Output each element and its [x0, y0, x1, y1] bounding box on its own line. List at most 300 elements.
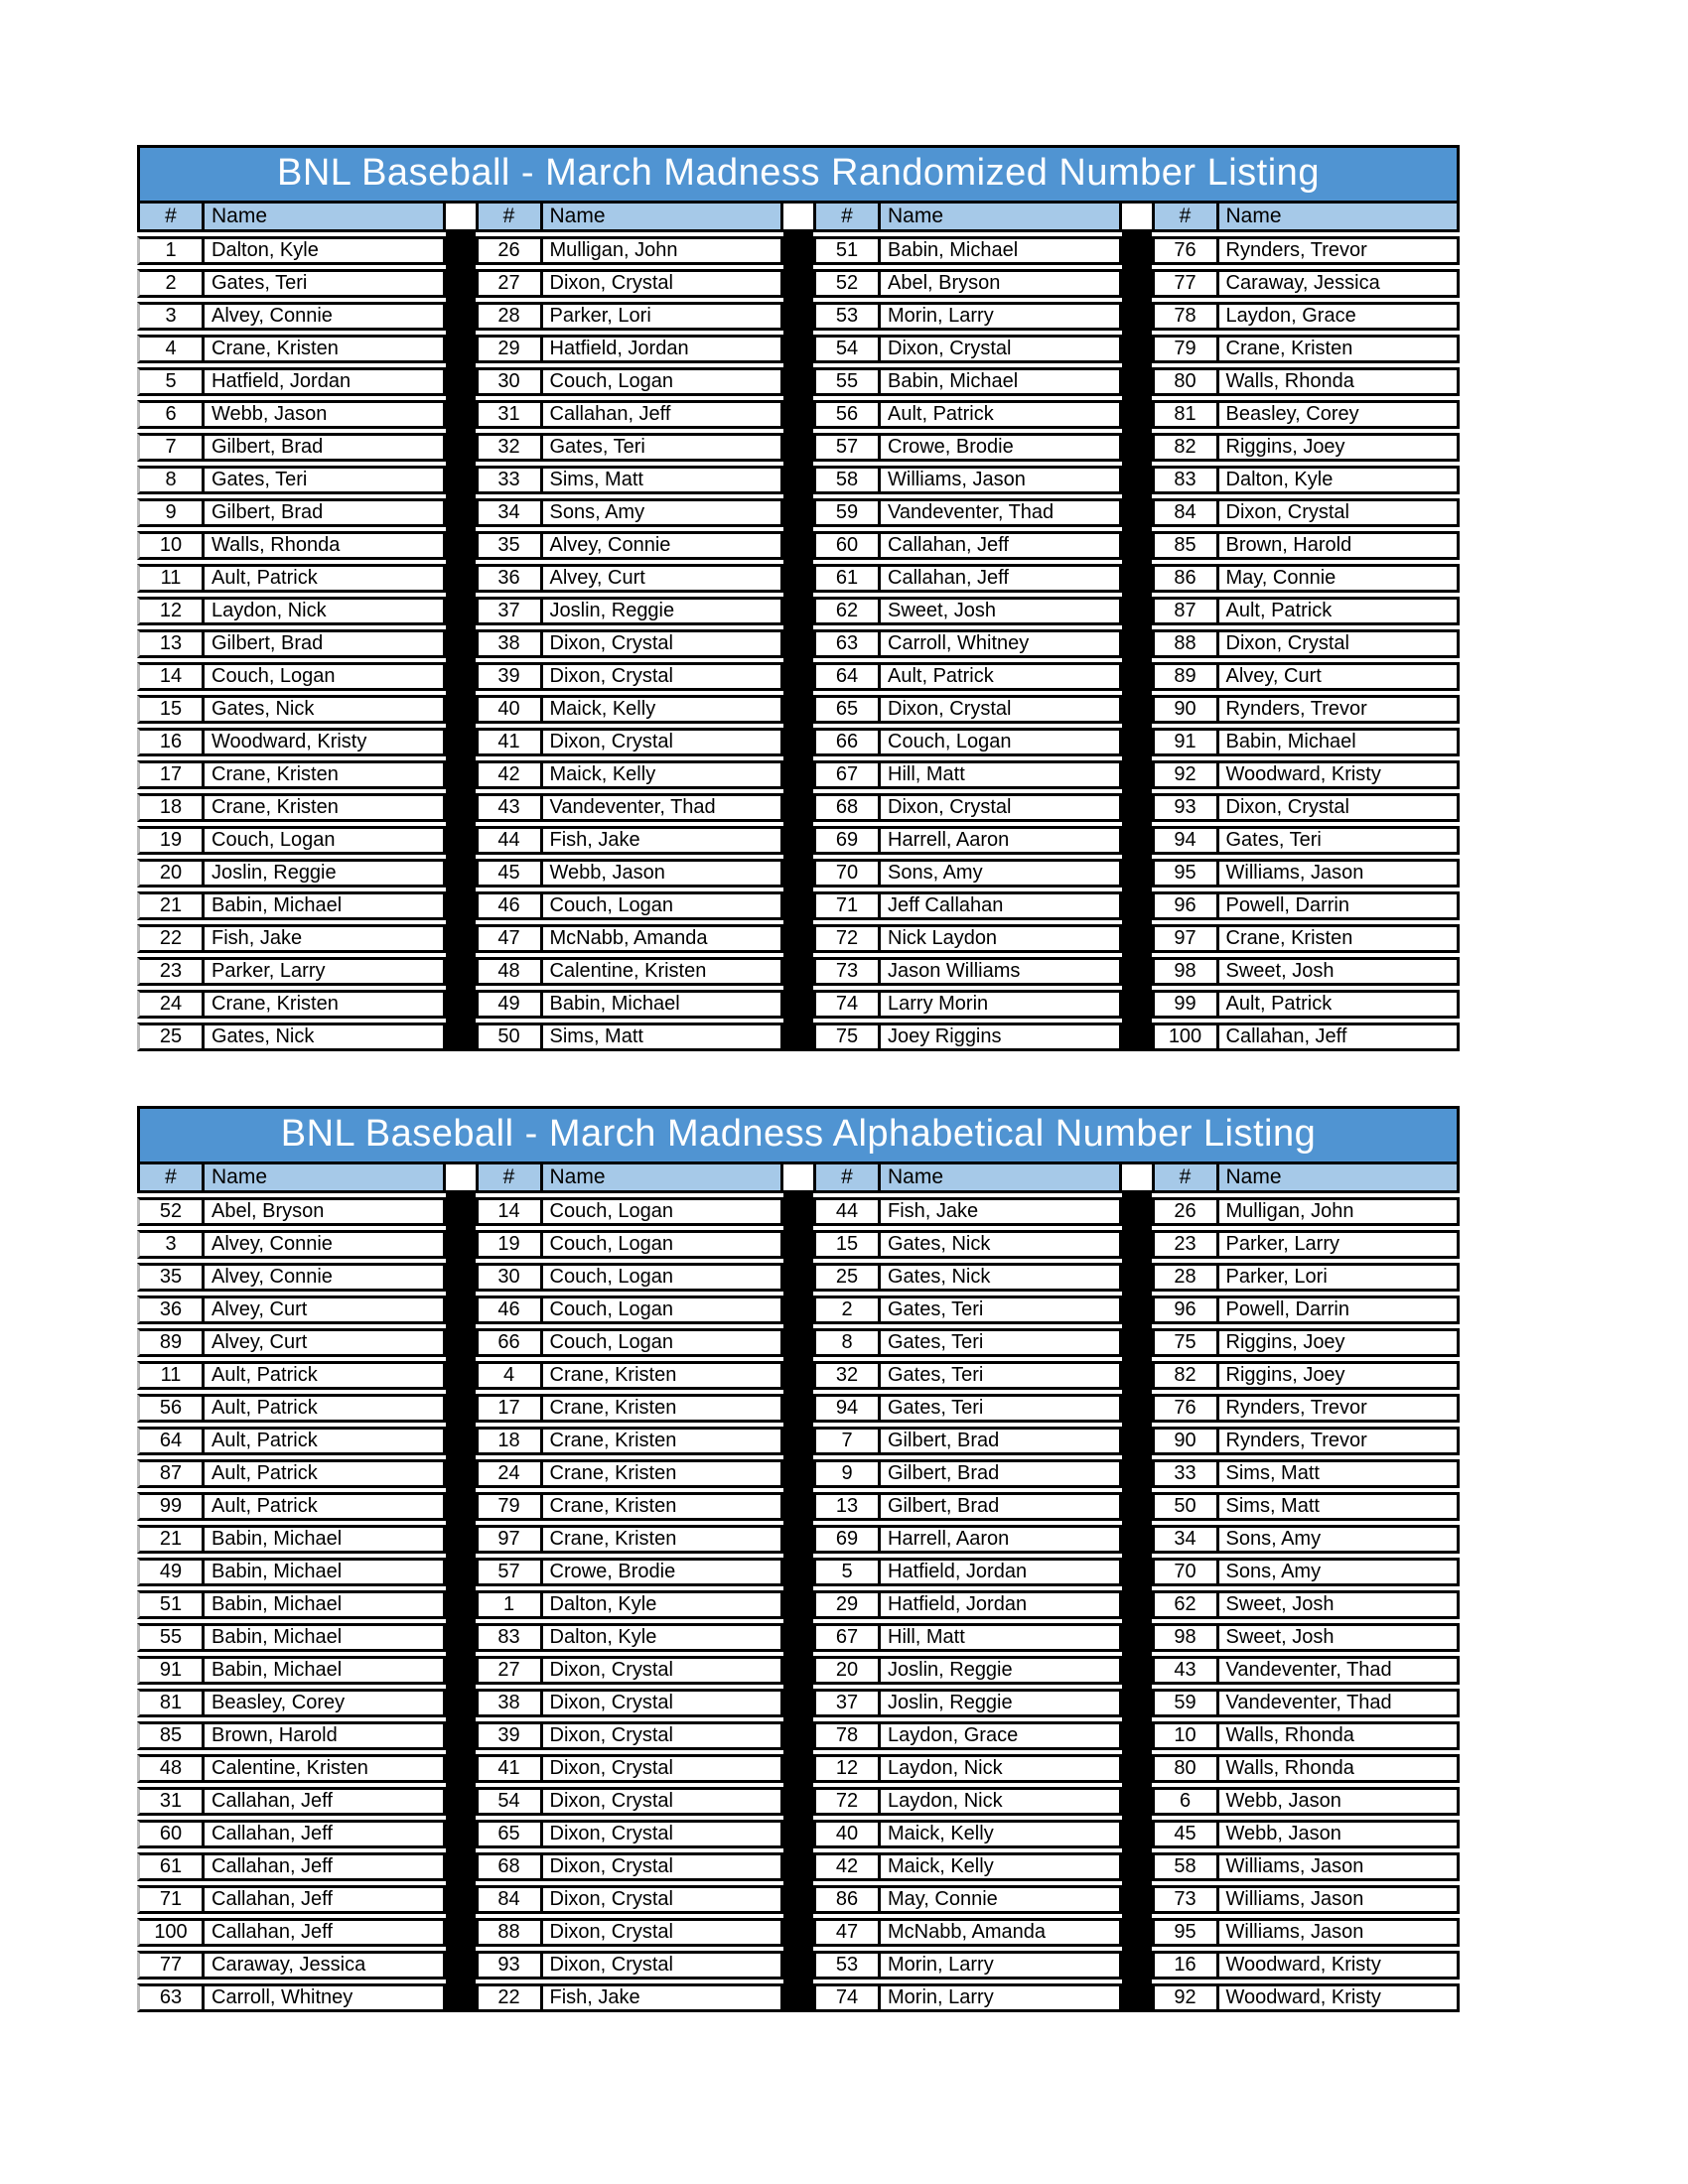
player-name: Parker, Larry	[1225, 1233, 1339, 1255]
player-number: 65	[479, 1823, 543, 1845]
player-name: Dixon, Crystal	[549, 731, 673, 752]
name-column-header: Name	[1225, 205, 1282, 227]
player-name: Alvey, Connie	[211, 305, 333, 327]
player-name: Babin, Michael	[211, 1659, 343, 1681]
player-number: 89	[140, 1331, 205, 1354]
player-number: 64	[816, 665, 881, 688]
player-number: 27	[479, 1659, 543, 1682]
table-alphabetical-listing	[137, 1106, 1460, 2012]
player-name: Sons, Amy	[1225, 1528, 1322, 1550]
player-number: 22	[479, 1986, 543, 2009]
player-number: 63	[816, 632, 881, 655]
roster-row	[813, 1197, 1122, 1226]
name-column-header: Name	[549, 205, 606, 227]
player-name: Babin, Michael	[549, 993, 680, 1015]
player-number: 30	[479, 1266, 543, 1289]
player-number: 44	[479, 829, 543, 852]
player-number: 32	[479, 436, 543, 459]
player-name: Couch, Logan	[549, 370, 674, 392]
number-column-header: #	[479, 204, 543, 229]
player-name: Crane, Kristen	[549, 1495, 677, 1517]
roster-row	[1152, 597, 1461, 625]
player-number: 68	[816, 796, 881, 819]
roster-row	[476, 924, 784, 953]
player-number: 25	[140, 1025, 205, 1048]
player-number: 91	[1155, 731, 1219, 753]
player-name: Caraway, Jessica	[211, 1954, 366, 1976]
roster-row	[813, 891, 1122, 920]
player-name: Crane, Kristen	[1225, 927, 1353, 949]
player-name: Gates, Nick	[888, 1233, 991, 1255]
roster-row	[1152, 826, 1461, 855]
roster-column	[137, 232, 446, 1051]
player-name: Webb, Jason	[549, 862, 665, 884]
roster-row	[1152, 466, 1461, 494]
player-name: Maick, Kelly	[549, 763, 656, 785]
player-number: 85	[140, 1724, 205, 1747]
player-number: 87	[140, 1462, 205, 1485]
player-number: 74	[816, 1986, 881, 2009]
roster-row	[1152, 891, 1461, 920]
player-number: 51	[816, 239, 881, 262]
roster-row	[476, 367, 784, 396]
column-group-header	[137, 201, 446, 232]
player-name: Crowe, Brodie	[888, 436, 1014, 458]
roster-row	[1152, 367, 1461, 396]
player-number: 75	[816, 1025, 881, 1048]
player-name: Dixon, Crystal	[549, 1823, 673, 1844]
player-number: 3	[140, 1233, 205, 1256]
player-name: Abel, Bryson	[888, 272, 1001, 294]
roster-row	[1152, 1394, 1461, 1423]
player-number: 96	[1155, 1298, 1219, 1321]
player-name: Gates, Teri	[1225, 829, 1322, 851]
player-name: Mulligan, John	[549, 239, 678, 261]
table-randomized-listing	[137, 145, 1460, 1051]
player-name: Dalton, Kyle	[1225, 469, 1334, 490]
player-number: 16	[1155, 1954, 1219, 1977]
player-number: 98	[1155, 1626, 1219, 1649]
player-number: 66	[816, 731, 881, 753]
player-name: Gates, Nick	[211, 1025, 315, 1047]
player-name: Sons, Amy	[549, 501, 645, 523]
player-number: 79	[1155, 338, 1219, 360]
roster-row	[1152, 1296, 1461, 1324]
player-name: Alvey, Connie	[211, 1233, 333, 1255]
player-number: 64	[140, 1430, 205, 1452]
player-name: Brown, Harold	[1225, 534, 1352, 556]
player-name: Laydon, Nick	[211, 600, 327, 621]
player-name: Alvey, Curt	[211, 1298, 308, 1320]
player-number: 33	[1155, 1462, 1219, 1485]
roster-row	[476, 695, 784, 724]
roster-row	[137, 564, 446, 593]
player-number: 63	[140, 1986, 205, 2009]
roster-row	[813, 433, 1122, 462]
roster-row	[476, 597, 784, 625]
player-number: 17	[479, 1397, 543, 1420]
roster-row	[1152, 728, 1461, 756]
table-body	[137, 232, 1460, 1051]
player-number: 68	[479, 1855, 543, 1878]
player-number: 85	[1155, 534, 1219, 557]
player-number: 11	[140, 567, 205, 590]
player-number: 33	[479, 469, 543, 491]
roster-row	[476, 1427, 784, 1455]
player-number: 18	[140, 796, 205, 819]
player-number: 45	[479, 862, 543, 885]
roster-row	[1152, 1852, 1461, 1881]
player-name: Dixon, Crystal	[1225, 501, 1349, 523]
player-number: 83	[479, 1626, 543, 1649]
player-name: Alvey, Curt	[549, 567, 645, 589]
roster-row	[476, 1787, 784, 1816]
roster-row	[476, 891, 784, 920]
roster-row	[476, 433, 784, 462]
roster-row	[813, 531, 1122, 560]
player-name: Webb, Jason	[211, 403, 328, 425]
player-number: 26	[479, 239, 543, 262]
player-name: Babin, Michael	[888, 239, 1019, 261]
player-name: Jason Williams	[888, 960, 1021, 982]
player-name: Callahan, Jeff	[888, 534, 1009, 556]
player-name: Caraway, Jessica	[1225, 272, 1380, 294]
player-number: 36	[479, 567, 543, 590]
player-number: 76	[1155, 1397, 1219, 1420]
roster-row	[813, 1689, 1122, 1717]
roster-row	[137, 1951, 446, 1979]
header-separator-cell	[783, 201, 813, 232]
player-number: 61	[816, 567, 881, 590]
roster-row	[476, 1983, 784, 2012]
roster-row	[1152, 1721, 1461, 1750]
roster-row	[137, 1023, 446, 1051]
roster-row	[137, 1558, 446, 1586]
player-name: Babin, Michael	[211, 1626, 343, 1648]
player-number: 15	[816, 1233, 881, 1256]
player-name: Dixon, Crystal	[549, 1954, 673, 1976]
roster-row	[1152, 269, 1461, 298]
player-number: 83	[1155, 469, 1219, 491]
roster-row	[813, 1918, 1122, 1947]
player-number: 23	[1155, 1233, 1219, 1256]
player-number: 58	[1155, 1855, 1219, 1878]
roster-row	[137, 433, 446, 462]
roster-row	[476, 1590, 784, 1619]
player-name: Laydon, Nick	[888, 1757, 1003, 1779]
player-number: 10	[1155, 1724, 1219, 1747]
roster-row	[1152, 662, 1461, 691]
roster-row	[476, 662, 784, 691]
roster-row	[813, 859, 1122, 887]
player-name: Callahan, Jeff	[211, 1823, 333, 1844]
player-number: 47	[479, 927, 543, 950]
player-name: Babin, Michael	[211, 894, 343, 916]
player-name: Couch, Logan	[549, 894, 674, 916]
roster-row	[476, 1721, 784, 1750]
player-number: 65	[816, 698, 881, 721]
player-name: Fish, Jake	[549, 829, 640, 851]
roster-row	[137, 859, 446, 887]
roster-row	[476, 1951, 784, 1979]
column-separator	[446, 232, 476, 1051]
player-number: 67	[816, 763, 881, 786]
player-name: Gilbert, Brad	[888, 1430, 1000, 1451]
player-number: 41	[479, 731, 543, 753]
player-name: Hatfield, Jordan	[888, 1593, 1028, 1615]
column-separator	[1122, 232, 1152, 1051]
player-number: 51	[140, 1593, 205, 1616]
roster-row	[476, 302, 784, 331]
player-number: 24	[479, 1462, 543, 1485]
roster-row	[813, 498, 1122, 527]
table-header-row	[137, 1161, 1460, 1193]
roster-row	[137, 498, 446, 527]
player-number: 45	[1155, 1823, 1219, 1845]
player-number: 72	[816, 927, 881, 950]
player-number: 22	[140, 927, 205, 950]
roster-row	[813, 1951, 1122, 1979]
player-number: 39	[479, 1724, 543, 1747]
roster-row	[1152, 1787, 1461, 1816]
player-name: Dixon, Crystal	[549, 1888, 673, 1910]
player-name: Couch, Logan	[549, 1266, 674, 1288]
player-name: Woodward, Kristy	[1225, 1986, 1381, 2008]
player-number: 9	[816, 1462, 881, 1485]
roster-row	[813, 1296, 1122, 1324]
player-number: 49	[140, 1561, 205, 1583]
player-number: 2	[140, 272, 205, 295]
roster-row	[813, 1656, 1122, 1685]
roster-row	[813, 1427, 1122, 1455]
player-number: 37	[816, 1692, 881, 1714]
player-name: Dixon, Crystal	[549, 1855, 673, 1877]
number-column-header: #	[140, 1164, 205, 1190]
player-number: 21	[140, 894, 205, 917]
player-number: 57	[816, 436, 881, 459]
roster-row	[813, 1590, 1122, 1619]
player-number: 53	[816, 305, 881, 328]
player-number: 20	[816, 1659, 881, 1682]
player-number: 55	[816, 370, 881, 393]
player-number: 76	[1155, 239, 1219, 262]
player-name: Sweet, Josh	[888, 600, 996, 621]
player-number: 1	[140, 239, 205, 262]
player-name: Couch, Logan	[549, 1298, 674, 1320]
roster-row	[1152, 1427, 1461, 1455]
player-number: 88	[479, 1921, 543, 1944]
player-name: McNabb, Amanda	[888, 1921, 1046, 1943]
player-name: Crane, Kristen	[211, 763, 339, 785]
player-name: Ault, Patrick	[211, 1430, 318, 1451]
player-name: Maick, Kelly	[549, 698, 656, 720]
player-number: 87	[1155, 600, 1219, 622]
roster-row	[1152, 1951, 1461, 1979]
player-name: Walls, Rhonda	[1225, 370, 1354, 392]
roster-row	[813, 466, 1122, 494]
player-number: 93	[479, 1954, 543, 1977]
roster-row	[137, 662, 446, 691]
player-name: Walls, Rhonda	[211, 534, 341, 556]
roster-row	[476, 1918, 784, 1947]
player-name: Callahan, Jeff	[888, 567, 1009, 589]
player-number: 16	[140, 731, 205, 753]
player-name: Hill, Matt	[888, 763, 965, 785]
player-name: Williams, Jason	[1225, 1921, 1364, 1943]
roster-row	[813, 695, 1122, 724]
player-name: Babin, Michael	[211, 1593, 343, 1615]
player-number: 89	[1155, 665, 1219, 688]
player-name: Joey Riggins	[888, 1025, 1002, 1047]
roster-row	[137, 302, 446, 331]
roster-row	[476, 1361, 784, 1390]
player-name: Crane, Kristen	[549, 1462, 677, 1484]
roster-row	[1152, 1263, 1461, 1292]
roster-row	[137, 760, 446, 789]
player-name: Callahan, Jeff	[211, 1921, 333, 1943]
player-number: 34	[479, 501, 543, 524]
name-column-header: Name	[888, 205, 944, 227]
player-name: Vandeventer, Thad	[1225, 1659, 1392, 1681]
roster-row	[813, 1525, 1122, 1554]
roster-row	[137, 1656, 446, 1685]
player-number: 40	[479, 698, 543, 721]
player-name: Ault, Patrick	[211, 567, 318, 589]
player-number: 50	[479, 1025, 543, 1048]
roster-row	[137, 1492, 446, 1521]
roster-row	[1152, 859, 1461, 887]
player-number: 12	[816, 1757, 881, 1780]
player-name: Laydon, Grace	[1225, 305, 1356, 327]
player-name: Alvey, Curt	[211, 1331, 308, 1353]
column-group-header	[1152, 1161, 1461, 1193]
player-number: 66	[479, 1331, 543, 1354]
player-name: Dixon, Crystal	[888, 796, 1012, 818]
roster-row	[1152, 1656, 1461, 1685]
roster-row	[476, 236, 784, 265]
roster-row	[137, 466, 446, 494]
roster-row	[1152, 1558, 1461, 1586]
player-name: Crane, Kristen	[549, 1397, 677, 1419]
table-title: BNL Baseball - March Madness Alphabetical Number Listing	[137, 1106, 1460, 1161]
player-name: Crane, Kristen	[549, 1364, 677, 1386]
player-number: 79	[479, 1495, 543, 1518]
player-name: Alvey, Connie	[549, 534, 671, 556]
player-name: Harrell, Aaron	[888, 1528, 1010, 1550]
roster-row	[137, 597, 446, 625]
roster-row	[476, 1689, 784, 1717]
player-name: Morin, Larry	[888, 305, 994, 327]
roster-column	[813, 232, 1122, 1051]
column-group-header	[137, 1161, 446, 1193]
player-number: 38	[479, 1692, 543, 1714]
player-name: Dixon, Crystal	[1225, 796, 1349, 818]
roster-row	[1152, 564, 1461, 593]
roster-row	[1152, 1197, 1461, 1226]
player-number: 44	[816, 1200, 881, 1223]
player-number: 5	[140, 370, 205, 393]
table-title: BNL Baseball - March Madness Randomized Number Listing	[137, 145, 1460, 201]
player-number: 59	[816, 501, 881, 524]
player-number: 93	[1155, 796, 1219, 819]
player-name: Ault, Patrick	[1225, 600, 1333, 621]
player-number: 28	[479, 305, 543, 328]
roster-row	[813, 1787, 1122, 1816]
player-number: 19	[140, 829, 205, 852]
roster-row	[137, 924, 446, 953]
roster-row	[137, 367, 446, 396]
player-name: Crane, Kristen	[549, 1430, 677, 1451]
player-name: Fish, Jake	[211, 927, 303, 949]
player-name: Gates, Nick	[888, 1266, 991, 1288]
roster-row	[476, 269, 784, 298]
roster-row	[813, 1852, 1122, 1881]
player-number: 80	[1155, 370, 1219, 393]
player-number: 7	[816, 1430, 881, 1452]
roster-row	[476, 1263, 784, 1292]
roster-row	[1152, 990, 1461, 1019]
roster-row	[813, 1623, 1122, 1652]
roster-row	[1152, 1361, 1461, 1390]
player-name: Riggins, Joey	[1225, 436, 1345, 458]
player-name: Crane, Kristen	[211, 993, 339, 1015]
player-number: 8	[140, 469, 205, 491]
player-name: Calentine, Kristen	[211, 1757, 368, 1779]
player-name: Rynders, Trevor	[1225, 1397, 1367, 1419]
column-separator	[446, 1193, 476, 2012]
player-number: 14	[479, 1200, 543, 1223]
player-name: Nick Laydon	[888, 927, 998, 949]
roster-column	[476, 232, 784, 1051]
roster-row	[476, 498, 784, 527]
roster-row	[137, 531, 446, 560]
roster-row	[1152, 1230, 1461, 1259]
player-name: Vandeventer, Thad	[888, 501, 1055, 523]
player-number: 62	[1155, 1593, 1219, 1616]
player-number: 24	[140, 993, 205, 1016]
player-name: Dixon, Crystal	[1225, 632, 1349, 654]
roster-row	[137, 1525, 446, 1554]
player-name: Gilbert, Brad	[888, 1495, 1000, 1517]
roster-row	[813, 1754, 1122, 1783]
player-number: 28	[1155, 1266, 1219, 1289]
player-name: Maick, Kelly	[888, 1823, 994, 1844]
roster-row	[476, 335, 784, 363]
roster-row	[1152, 1885, 1461, 1914]
player-name: Gilbert, Brad	[211, 436, 324, 458]
player-number: 42	[479, 763, 543, 786]
roster-row	[813, 302, 1122, 331]
player-name: Dixon, Crystal	[549, 272, 673, 294]
player-name: Dalton, Kyle	[549, 1593, 657, 1615]
roster-row	[137, 1983, 446, 2012]
player-name: Webb, Jason	[1225, 1790, 1341, 1812]
player-name: Beasley, Corey	[211, 1692, 346, 1713]
roster-column	[476, 1193, 784, 2012]
roster-row	[813, 1361, 1122, 1390]
roster-row	[1152, 1525, 1461, 1554]
roster-row	[137, 1754, 446, 1783]
column-group-header	[476, 201, 784, 232]
roster-row	[813, 335, 1122, 363]
player-name: Morin, Larry	[888, 1986, 994, 2008]
player-name: Callahan, Jeff	[211, 1855, 333, 1877]
player-name: Ault, Patrick	[888, 403, 994, 425]
player-name: Walls, Rhonda	[1225, 1724, 1354, 1746]
player-number: 31	[479, 403, 543, 426]
roster-row	[813, 1820, 1122, 1848]
player-number: 40	[816, 1823, 881, 1845]
